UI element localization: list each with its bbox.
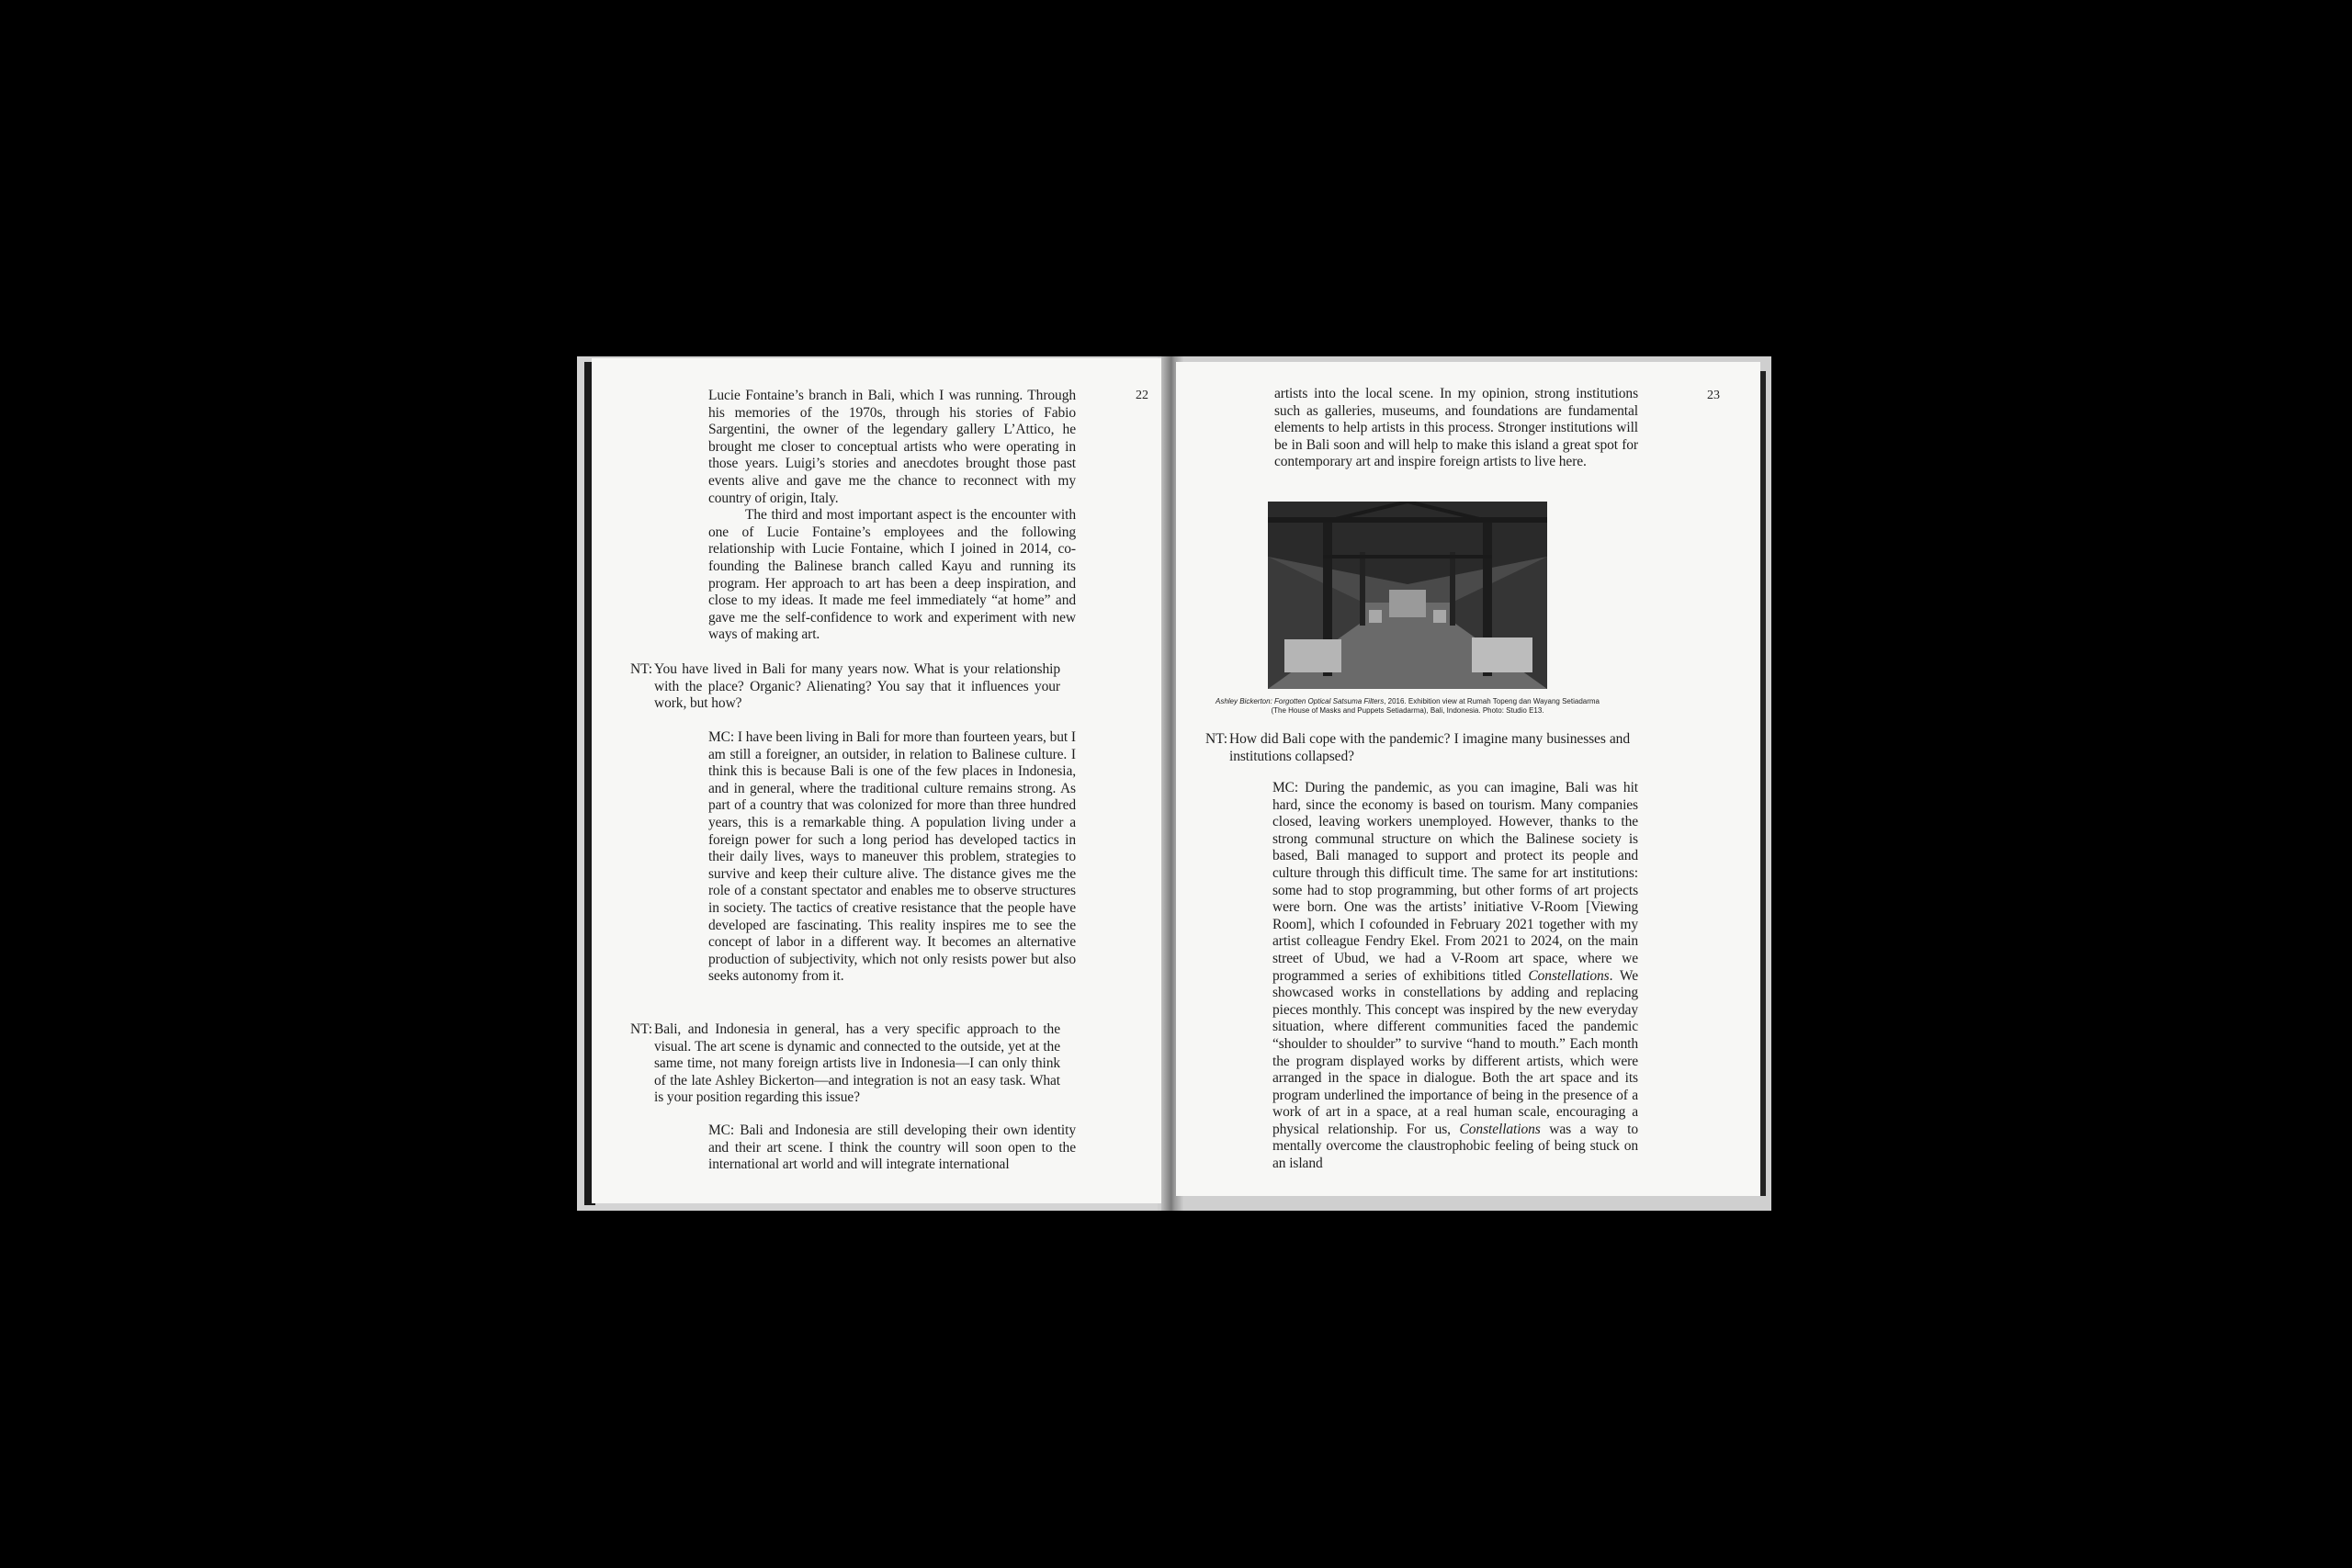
answer-text-middle: . We showcased works in constellations by adding and replacing pieces monthly. This concept was inspired by the new everyday situation, where different communities faced the pandemic “shoulder to shoulder” to survive “hand to mouth.” Each month the program displayed works by different artists, which were arranged in the space in dialogue. Both the art space and its program underlined the importance of being in the presence of a work of art in a space, at a real human scale, encouraging a physical relationship. For us, xyxy=(1272,967,1638,1137)
question-text: How did Bali cope with the pandemic? I imagine many businesses and institutions collapsed? xyxy=(1229,731,1630,764)
exhibition-title: Constellations xyxy=(1459,1121,1541,1137)
answer-text-end: was a way to mentally overcome the claustrophobic feeling of being stuck on an island xyxy=(1272,1121,1638,1172)
answer-mc-2 xyxy=(708,1122,1076,1174)
answer-text: MC: I have been living in Bali for more than fourteen years, but I am still a foreigner, an outsider, in relation to Balinese culture. I think this is because Bali is one of the few places in Indonesia, and in general, where the traditional culture remains strong. As part of a country that was colonized for more than three hundred years, this is a remarkable thing. A population living under a foreign power for such a long period has developed tactics in their daily lives, ways to maneuver this problem, strategies to survive and keep their culture alive. The distance gives me the role of a constant spectator and enables me to observe structures in society. The tactics of creative resistance that the people have developed are fascinating. This reality inspires me to see the concept of labor in a different way. It becomes an alternative production of subjectivity, which not only resists power but also seeks autonomy from it. xyxy=(708,729,1076,985)
paragraph: artists into the local scene. In my opinion, strong institutions such as galleries, museums, and foundations are fundamental elements to help artists in this process. Stronger institutions will be in Bali soon and will help to make this island a great spot for contemporary art and inspire foreign artists to live here. xyxy=(1274,386,1638,470)
paragraph: Lucie Fontaine’s branch in Bali, which I was running. Through his memories of the 1970s, through his stories of Fabio Sargentini, the owner of the legendary gallery L’Attico, he brought me closer to conceptual artists who were operating in those years. Luigi’s stories and anecdotes brought those past events alive and gave me the chance to reconnect with my country of origin, Italy. xyxy=(708,388,1076,506)
exhibition-title: Constellations xyxy=(1528,967,1610,984)
exhibition-photo xyxy=(1268,502,1547,689)
caption-details: , 2016. Exhibition view at Rumah Topeng dan Wayang Setiadarma (The House of Masks and Puppets Setiadarma), Bali, Indonesia. Photo: Studio E13. xyxy=(1271,697,1600,715)
speaker-label: NT: xyxy=(1205,731,1227,747)
answer-text-start: MC: During the pandemic, as you can imagine, Bali was hit hard, since the economy is based on tourism. Many companies closed, leaving workers unemployed. However, thanks to the strong communal structure on which the Balinese society is based, Bali managed to support and protect its people and culture through this difficult time. The same for art institutions: some had to stop programming, but other forms of art projects were born. One was the artists’ initiative V-Room [Viewing Room], which I cofounded in February 2021 together with my artist colleague Fendry Ekel. From 2021 to 2024, on the main street of Ubud, we had a V-Room art space, where we programmed a series of exhibitions titled xyxy=(1272,780,1638,984)
speaker-label: NT: xyxy=(630,661,652,677)
answer-text: MC: Bali and Indonesia are still developing their own identity and their art scene. I think the country will soon open to the international art world and will integrate international xyxy=(708,1122,1076,1173)
open-book xyxy=(577,356,1771,1211)
right-interview-block xyxy=(1274,386,1638,471)
paragraph: The third and most important aspect is the encounter with one of Lucie Fontaine’s employees and the following relationship with Lucie Fontaine, which I joined in 2014, co-founding the Balinese branch called Kayu and running its program. Her approach to art has been a deep inspiration, and close to my ideas. It made me feel immediately “at home” and gave me the self-confidence to work and experiment with new ways of making art. xyxy=(708,507,1076,643)
caption-artist: Ashley Bickerton: xyxy=(1215,697,1272,705)
question-text: Bali, and Indonesia in general, has a very specific approach to the visual. The art scene is dynamic and connected to the outside, yet at the same time, not many foreign artists live in Indonesia—I can only think of the late Ashley Bickerton—and integration is not an easy task. What is your position regarding this issue? xyxy=(654,1021,1060,1106)
question-nt-1 xyxy=(630,661,1060,713)
left-interview-block xyxy=(708,388,1076,644)
page-number-left: 22 xyxy=(1136,389,1148,402)
question-text: You have lived in Bali for many years now. What is your relationship with the place? Organic? Alienating? You say that it influences your work, but how? xyxy=(654,661,1060,712)
page-number-right: 23 xyxy=(1707,389,1720,402)
answer-mc-3 xyxy=(1272,780,1638,1173)
answer-text xyxy=(1272,780,1638,1173)
speaker-label: NT: xyxy=(630,1021,652,1037)
left-page xyxy=(592,358,1169,1203)
answer-mc-1 xyxy=(708,729,1076,986)
question-nt-3 xyxy=(1205,731,1630,765)
question-nt-2 xyxy=(630,1021,1060,1107)
photo-caption xyxy=(1209,697,1606,716)
caption-title: Forgotten Optical Satsuma Filters xyxy=(1274,697,1385,705)
exhibition-photo-illustration xyxy=(1268,502,1547,689)
